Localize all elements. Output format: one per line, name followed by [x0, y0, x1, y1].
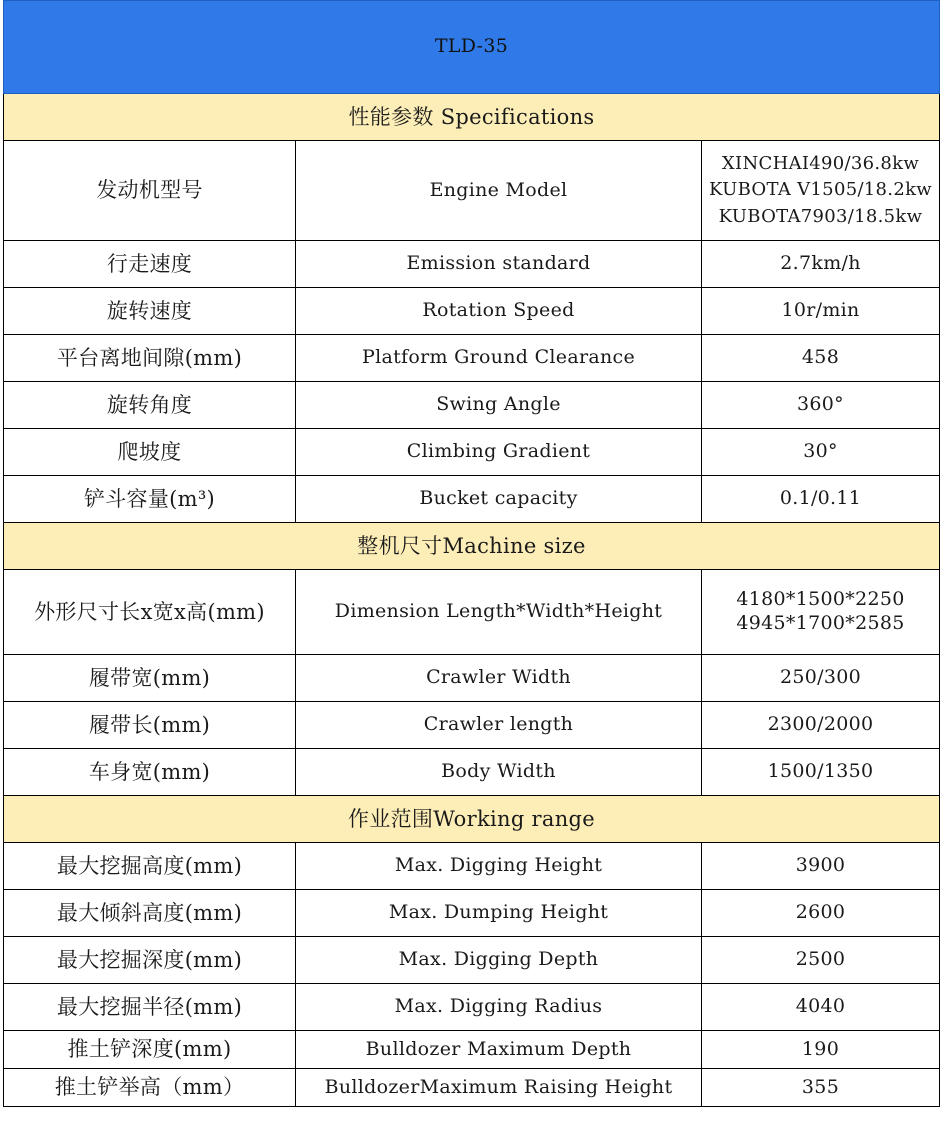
table-row — [4, 1069, 940, 1107]
table-row — [4, 890, 940, 937]
dimension-values — [702, 570, 940, 655]
row-value: 2500 — [702, 937, 940, 984]
row-en-label: Bulldozer Maximum Depth — [296, 1031, 702, 1069]
row-value: 2600 — [702, 890, 940, 937]
dimension-cn-label: 外形尺寸长x宽x高(mm) — [4, 570, 296, 655]
row-cn-label: 平台离地间隙(mm) — [4, 335, 296, 382]
engine-en-label: Engine Model — [296, 141, 702, 241]
row-value: 4040 — [702, 984, 940, 1031]
row-value: 2300/2000 — [702, 702, 940, 749]
row-en-label: Platform Ground Clearance — [296, 335, 702, 382]
spec-table — [3, 0, 940, 1107]
row-cn-label: 最大挖掘高度(mm) — [4, 843, 296, 890]
row-value: 2.7km/h — [702, 241, 940, 288]
table-row — [4, 702, 940, 749]
dimension-value-2: 4945*1700*2585 — [736, 612, 905, 634]
row-en-label: Max. Digging Depth — [296, 937, 702, 984]
row-cn-label: 最大挖掘深度(mm) — [4, 937, 296, 984]
row-en-label: Max. Digging Height — [296, 843, 702, 890]
row-cn-label: 行走速度 — [4, 241, 296, 288]
row-en-label: Max. Dumping Height — [296, 890, 702, 937]
table-row — [4, 655, 940, 702]
table-row-dimension — [4, 570, 940, 655]
row-value: 10r/min — [702, 288, 940, 335]
row-value: 250/300 — [702, 655, 940, 702]
table-row — [4, 382, 940, 429]
row-cn-label: 履带长(mm) — [4, 702, 296, 749]
row-cn-label: 旋转角度 — [4, 382, 296, 429]
row-value: 30° — [702, 429, 940, 476]
row-cn-label: 车身宽(mm) — [4, 749, 296, 796]
engine-values — [702, 141, 940, 241]
row-value: 190 — [702, 1031, 940, 1069]
row-value: 0.1/0.11 — [702, 476, 940, 523]
table-row — [4, 937, 940, 984]
row-en-label: Crawler length — [296, 702, 702, 749]
row-cn-label: 最大挖掘半径(mm) — [4, 984, 296, 1031]
row-en-label: Climbing Gradient — [296, 429, 702, 476]
table-row — [4, 429, 940, 476]
section-title-working-range: 作业范围Working range — [4, 796, 940, 843]
table-row — [4, 984, 940, 1031]
row-cn-label: 最大倾斜高度(mm) — [4, 890, 296, 937]
section-header-specifications — [4, 94, 940, 141]
table-row — [4, 241, 940, 288]
title-row — [4, 1, 940, 94]
row-value: 458 — [702, 335, 940, 382]
table-row — [4, 749, 940, 796]
row-en-label: BulldozerMaximum Raising Height — [296, 1069, 702, 1107]
section-title-machine-size: 整机尺寸Machine size — [4, 523, 940, 570]
spec-sheet — [3, 0, 939, 1107]
table-row-engine-model — [4, 141, 940, 241]
engine-value-1: XINCHAI490/36.8kw — [721, 153, 920, 175]
table-row — [4, 843, 940, 890]
row-cn-label: 推土铲深度(mm) — [4, 1031, 296, 1069]
model-title: TLD-35 — [4, 1, 940, 94]
table-row — [4, 1031, 940, 1069]
row-en-label: Bucket capacity — [296, 476, 702, 523]
row-en-label: Crawler Width — [296, 655, 702, 702]
dimension-en-label: Dimension Length*Width*Height — [296, 570, 702, 655]
section-title-specifications: 性能参数 Specifications — [4, 94, 940, 141]
section-header-working-range — [4, 796, 940, 843]
row-value: 355 — [702, 1069, 940, 1107]
table-row — [4, 335, 940, 382]
table-row — [4, 288, 940, 335]
row-cn-label: 推土铲举高（mm） — [4, 1069, 296, 1107]
row-cn-label: 履带宽(mm) — [4, 655, 296, 702]
row-value: 360° — [702, 382, 940, 429]
dimension-value-1: 4180*1500*2250 — [736, 588, 905, 611]
row-en-label: Body Width — [296, 749, 702, 796]
engine-value-3: KUBOTA7903/18.5kw — [718, 205, 923, 227]
row-en-label: Swing Angle — [296, 382, 702, 429]
engine-value-2: KUBOTA V1505/18.2kw — [709, 179, 933, 201]
row-cn-label: 旋转速度 — [4, 288, 296, 335]
row-en-label: Emission standard — [296, 241, 702, 288]
row-value: 3900 — [702, 843, 940, 890]
row-value: 1500/1350 — [702, 749, 940, 796]
table-row — [4, 476, 940, 523]
row-cn-label: 铲斗容量(m³) — [4, 476, 296, 523]
row-en-label: Rotation Speed — [296, 288, 702, 335]
row-cn-label: 爬坡度 — [4, 429, 296, 476]
section-header-machine-size — [4, 523, 940, 570]
engine-cn-label: 发动机型号 — [4, 141, 296, 241]
row-en-label: Max. Digging Radius — [296, 984, 702, 1031]
